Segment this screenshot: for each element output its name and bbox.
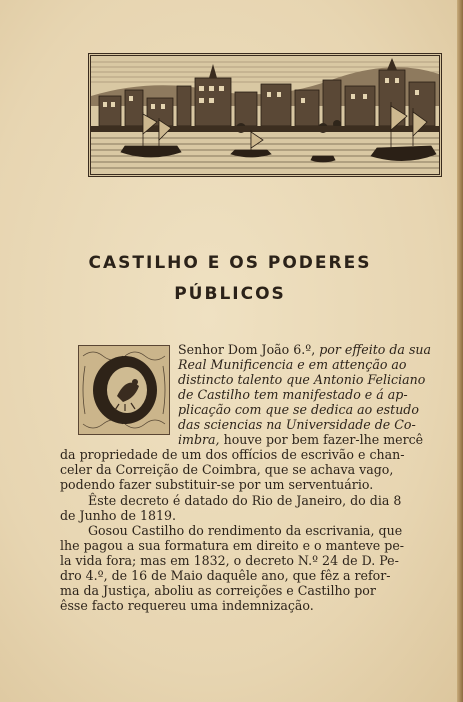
page-binding-edge	[457, 0, 463, 702]
body-line-italic: das sciencias na Universidade de Co-	[178, 417, 416, 433]
body-line	[178, 372, 442, 387]
body-line-text: podendo fazer substituir-se por um serventuário.	[60, 477, 374, 493]
body-line	[178, 357, 442, 372]
body-line	[60, 538, 442, 553]
body-line	[88, 493, 442, 508]
body-line-italic: imbra,	[178, 432, 220, 448]
body-line	[60, 447, 442, 462]
body-line	[60, 553, 442, 568]
body-line-text: dro 4.º, de 16 de Maio daquêle ano, que fêz a refor-	[60, 567, 391, 583]
body-line-text: Senhor Dom João 6.º,	[178, 342, 320, 357]
body-line	[88, 523, 442, 538]
body-line	[178, 402, 442, 417]
body-line-text: la vida fora; mas em 1832, o decreto N.º 24 de D. Pe-	[60, 552, 399, 568]
ornamental-initial-o-icon	[78, 345, 170, 435]
body-line-text: Gosou Castilho do rendimento da escrivania, que	[88, 522, 403, 538]
harbor-city-woodcut-icon	[88, 53, 442, 177]
body-line-text: celer da Correição de Coimbra, que se achava vago,	[60, 462, 394, 478]
chapter-title-line-1: CASTILHO E OS PODERES	[88, 253, 372, 273]
body-line-text: ma da Justiça, aboliu as correições e Castilho por	[60, 582, 376, 598]
body-line-italic: Real Munificencia e em attenção ao	[178, 357, 407, 373]
body-line	[60, 477, 442, 492]
body-line-text: êsse facto requereu uma indemnização.	[60, 597, 314, 613]
body-line	[60, 462, 442, 477]
body-line	[60, 598, 442, 613]
body-line-italic: plicação com que se dedica ao estudo	[178, 402, 419, 418]
body-line-text: houve por bem fazer-lhe mercê	[219, 432, 424, 448]
body-line-italic: por effeito da sua	[319, 342, 432, 357]
body-line-text: de Junho de 1819.	[60, 507, 177, 523]
body-line	[178, 342, 442, 357]
body-line	[60, 568, 442, 583]
body-line-italic: de Castilho tem manifestado e á ap-	[178, 387, 408, 403]
body-line	[60, 508, 442, 523]
body-line	[178, 387, 442, 402]
body-line-text: Êste decreto é datado do Rio de Janeiro, do dia 8	[88, 492, 402, 508]
body-line	[178, 417, 442, 432]
body-line-text: da propriedade de um dos offícios de escrivão e chan-	[60, 447, 405, 463]
body-line	[178, 432, 442, 447]
body-line-italic: distincto talento que Antonio Feliciano	[178, 372, 426, 388]
chapter-title-line-2: PÚBLICOS	[174, 284, 286, 304]
body-line-text: lhe pagou a sua formatura em direito e o manteve pe-	[60, 537, 405, 553]
body-line	[60, 583, 442, 598]
